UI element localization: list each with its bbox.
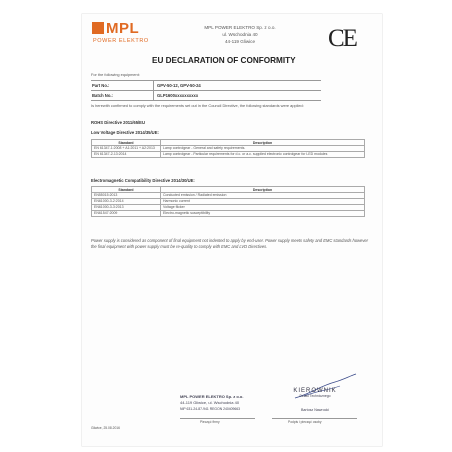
lvd-table <box>91 139 365 158</box>
lvd-standard: EN 61347-2-13:2014 <box>92 151 161 157</box>
stamp-line: NIP 631-24-87-941 REGON 240409663 <box>180 407 241 411</box>
table-row <box>92 210 365 216</box>
emc-standard: EN55015:2013 <box>92 193 161 199</box>
emc-standard: EN61000-3-3:2013 <box>92 204 161 210</box>
compliance-text: Is herewith confirmed to comply with the requirements set out in the Council Directive, the following standards were applied: <box>91 103 304 108</box>
company-logo-subtitle: POWER ELEKTRO <box>93 38 149 44</box>
batch-no-value: GLP1600xxxxxxxxxx <box>157 93 199 98</box>
emc-description: Harmonic current <box>161 198 365 204</box>
lvd-description: Lamp controlgear - Particular requirements for d.c. or a.c. supplied electronic controlgear for LED modules <box>161 151 365 157</box>
stamp-line: MPL POWER ELEKTRO Sp. z o.o. <box>180 394 244 399</box>
stamp-sub: Działu Technicznego <box>299 394 331 398</box>
lvd-col-standard: Standard <box>92 140 161 146</box>
manager-stamp <box>270 388 360 412</box>
intro-text: For the following equipment: <box>91 72 140 77</box>
lvd-heading: Low Voltage Directive 2014/35/UE: <box>91 130 159 135</box>
emc-col-description: Description <box>161 187 365 193</box>
company-name: MPL POWER ELEKTRO Sp. z o.o. <box>204 25 276 30</box>
lvd-description: Lamp controlgear - General and safety requirements. <box>161 146 365 152</box>
company-city: 44-119 Gliwice <box>224 39 256 44</box>
lvd-standard: EN 61347-1:2008 + A1:2011 + A2:2013 <box>92 146 161 152</box>
ce-mark-icon: CE <box>328 25 356 52</box>
logo-mark-icon <box>92 22 104 34</box>
issue-date: Gliwice, 25.08.2016 <box>91 426 120 430</box>
emc-standard: EN61000-3-2:2014 <box>92 198 161 204</box>
emc-heading: Electromagnetic Compatibility Directive 2014/30/UE: <box>91 178 195 183</box>
table-row <box>92 151 365 157</box>
company-street: ul. Wschodnia 40 <box>222 32 258 37</box>
part-no-value: GPV-50-12, GPV-50-24 <box>157 83 201 88</box>
emc-table <box>91 186 365 217</box>
emc-description: Voltage flicker <box>161 204 365 210</box>
stamp-right-caption: Podpis i pieczęć osoby <box>288 420 322 424</box>
part-no-label: Part No.: <box>92 83 110 88</box>
emc-description: Electro-magnetic susceptibility <box>161 210 365 216</box>
footnote-text: Power supply is considered as component of final equipment not indented to apply by end-user. Power supply meets safety and EMC standards however the final equipment with power supply must be re-quality to comply with EMC and LVD Directives. <box>91 238 369 249</box>
batch-no-label: Batch No.: <box>92 93 113 98</box>
document-title: EU DECLARATION OF CONFORMITY <box>152 56 296 65</box>
lvd-col-description: Description <box>161 140 365 146</box>
stamp-left-caption: Pieczęć firmy <box>200 420 220 424</box>
emc-standard: EN61547:2009 <box>92 210 161 216</box>
company-stamp <box>180 394 260 412</box>
stamp-line: 44-119 Gliwice, ul. Wschodnia 40 <box>180 400 240 405</box>
company-logo: MPL <box>106 20 140 37</box>
emc-description: Conducted emission / Radiated emission <box>161 193 365 199</box>
emc-col-standard: Standard <box>92 187 161 193</box>
stamp-name: Bartosz Nawrocki <box>301 408 329 412</box>
rohs-directive: ROHS Directive 2011/65/EU <box>91 120 146 125</box>
stamp-title: KIEROWNIK <box>293 388 337 394</box>
